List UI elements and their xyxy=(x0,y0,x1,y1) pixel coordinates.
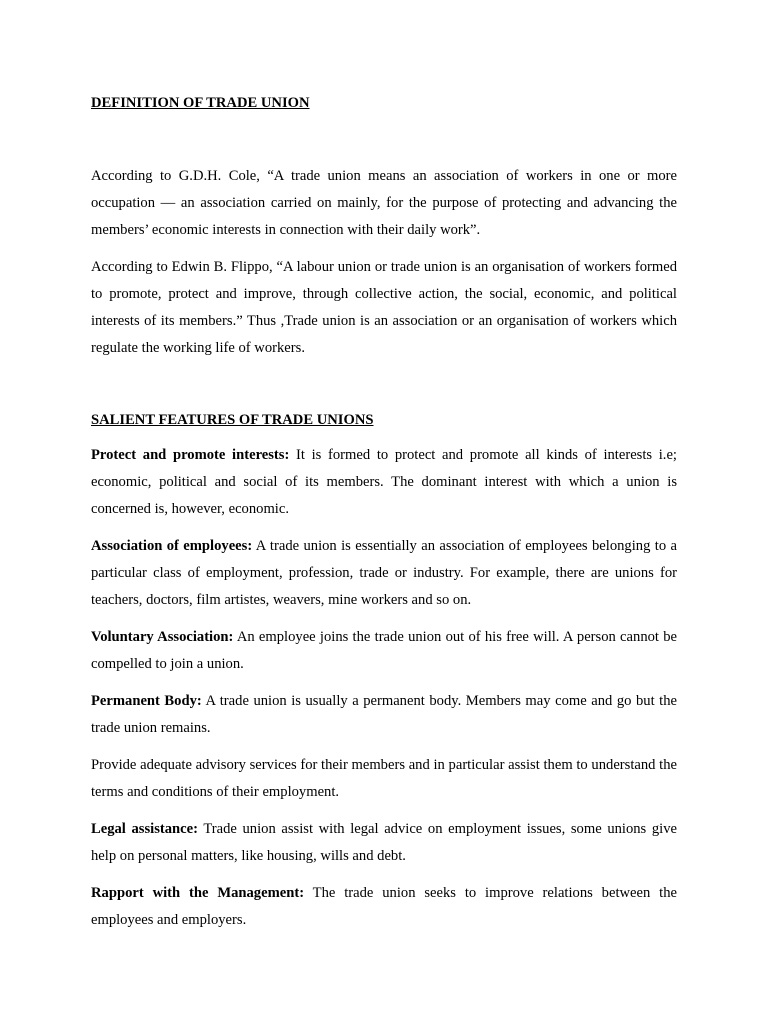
feature-text: The trade union seeks to improve relations between the employees and employers. xyxy=(91,885,677,928)
feature-text: A trade union is usually a permanent body. Members may come and go but the trade union remains. xyxy=(91,693,677,736)
feature-permanent-body xyxy=(91,688,677,742)
feature-voluntary-association xyxy=(91,624,677,678)
feature-term: Permanent Body: xyxy=(91,693,202,709)
feature-legal-assistance xyxy=(91,816,677,870)
feature-term: Voluntary Association: xyxy=(91,629,234,645)
feature-text: A trade union is essentially an association of employees belonging to a particular class of employment, profession, trade or industry. For example, there are unions for teachers, doctors, film artistes, weavers, mine workers and so on. xyxy=(91,538,677,608)
feature-text: Provide adequate advisory services for their members and in particular assist them to understand the terms and conditions of their employment. xyxy=(91,757,677,800)
feature-text: It is formed to protect and promote all kinds of interests i.e; economic, political and social of its members. The dominant interest with which a union is concerned is, however, economic. xyxy=(91,447,677,517)
feature-text: An employee joins the trade union out of his free will. A person cannot be compelled to join a union. xyxy=(91,629,677,672)
feature-term: Rapport with the Management: xyxy=(91,885,305,901)
feature-term: Legal assistance: xyxy=(91,821,198,837)
definition-heading: DEFINITION OF TRADE UNION xyxy=(91,95,310,111)
feature-term: Association of employees: xyxy=(91,538,253,554)
feature-association-employees xyxy=(91,533,677,614)
feature-protect-interests xyxy=(91,442,677,523)
feature-text: Trade union assist with legal advice on employment issues, some unions give help on personal matters, like housing, wills and debt. xyxy=(91,821,677,864)
document-body xyxy=(91,91,677,944)
feature-advisory-services xyxy=(91,752,677,806)
feature-rapport-management xyxy=(91,880,677,934)
definition-flippo: According to Edwin B. Flippo, “A labour union or trade union is an organisation of workers formed to promote, protect and improve, through collective action, the social, economic, and political interests of its members.” Thus ,Trade union is an association or an organisation of workers which regulate the working life of workers. xyxy=(91,259,677,356)
feature-term: Protect and promote interests: xyxy=(91,447,290,463)
features-heading: SALIENT FEATURES OF TRADE UNIONS xyxy=(91,412,374,428)
definition-cole: According to G.D.H. Cole, “A trade union means an association of workers in one or more occupation — an association carried on mainly, for the purpose of protecting and advancing the members’ economic interests in connection with their daily work”. xyxy=(91,168,677,238)
